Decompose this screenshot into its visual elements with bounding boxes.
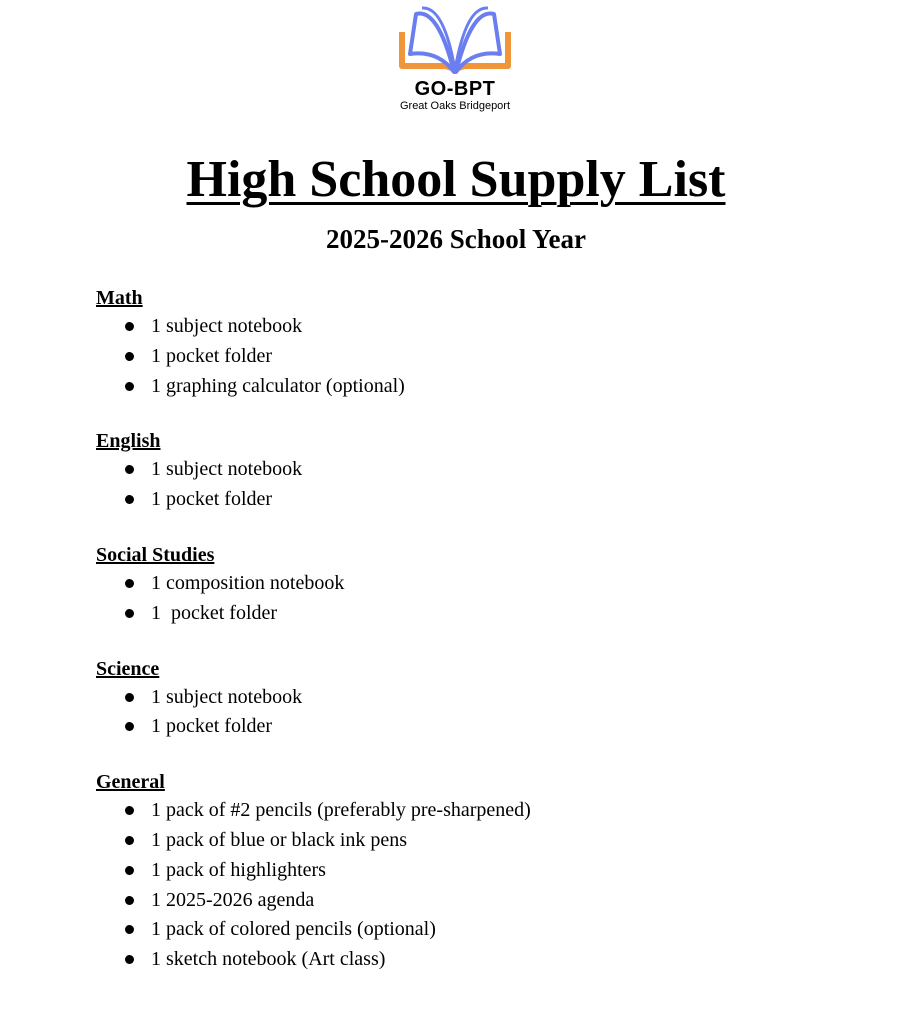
supply-list [96, 312, 856, 401]
list-item: 1 pocket folder [96, 342, 856, 372]
list-item: 1 pack of blue or black ink pens [96, 826, 856, 856]
list-item: 1 sketch notebook (Art class) [96, 945, 856, 975]
logo-subtitle: Great Oaks Bridgeport [399, 100, 511, 112]
supply-sections [96, 284, 856, 1001]
list-item: 1 graphing calculator (optional) [96, 372, 856, 402]
section-general [96, 768, 856, 975]
logo-name: GO-BPT [414, 78, 496, 100]
section-english [96, 427, 856, 515]
page-title: High School Supply List [186, 151, 726, 208]
list-item: 1 subject notebook [96, 312, 856, 342]
list-item: 1 pack of colored pencils (optional) [96, 915, 856, 945]
page-subtitle: 2025-2026 School Year [326, 224, 586, 254]
school-logo [380, 4, 530, 114]
open-book-icon [398, 4, 512, 80]
section-heading: Science [96, 657, 160, 680]
list-item: 1 subject notebook [96, 455, 856, 485]
section-heading: Social Studies [96, 543, 215, 566]
section-social-studies [96, 541, 856, 629]
section-heading: English [96, 430, 161, 453]
list-item: 1 composition notebook [96, 569, 856, 599]
supply-list [96, 455, 856, 515]
list-item: 1 2025-2026 agenda [96, 886, 856, 916]
list-item: 1 pocket folder [96, 599, 856, 629]
list-item: 1 pocket folder [96, 485, 856, 515]
list-item: 1 pocket folder [96, 712, 856, 742]
list-item: 1 subject notebook [96, 683, 856, 713]
section-science [96, 655, 856, 743]
section-math [96, 284, 856, 401]
supply-list [96, 569, 856, 629]
section-heading: Math [96, 287, 143, 309]
supply-list [96, 683, 856, 743]
section-heading: General [96, 771, 165, 794]
supply-list [96, 796, 856, 975]
list-item: 1 pack of #2 pencils (preferably pre-sharpened) [96, 796, 856, 826]
list-item: 1 pack of highlighters [96, 856, 856, 886]
